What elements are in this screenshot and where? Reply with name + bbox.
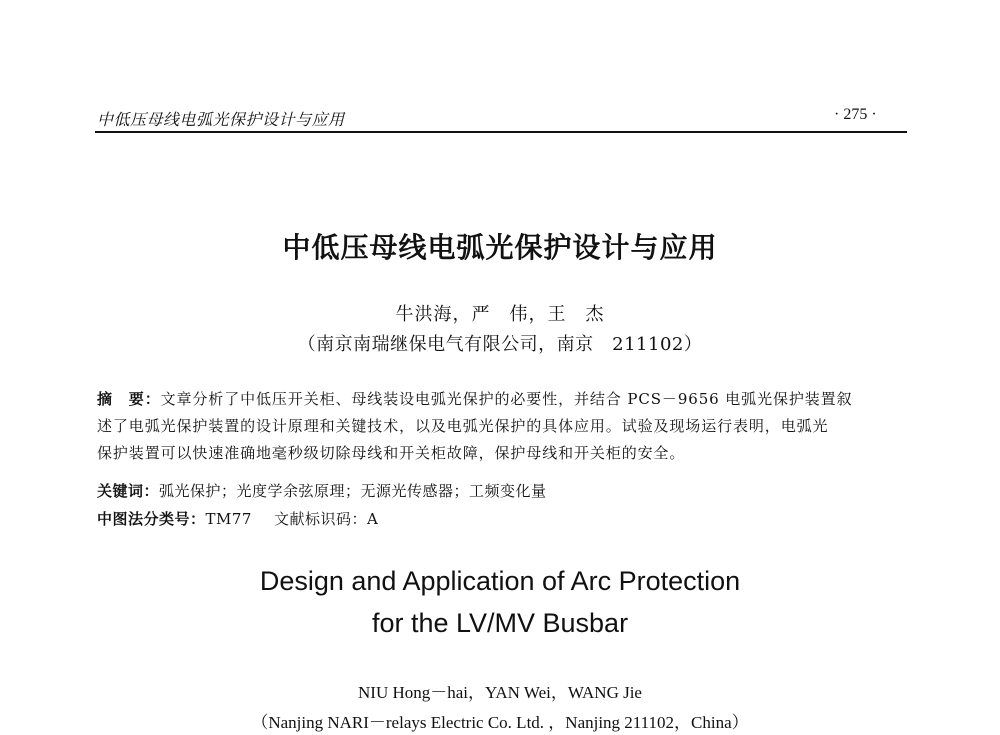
title-en-line-2: for the LV/MV Busbar xyxy=(371,608,629,638)
title-en-line-1: Design and Application of Arc Protection xyxy=(259,566,741,596)
classification-line xyxy=(97,508,378,529)
authors-chinese: 牛洪海，严 伟，王 杰 xyxy=(395,304,605,325)
paper-title-english xyxy=(0,560,1000,644)
affiliation-english: （Nanjing NARI－relays Electric Co. Ltd. ，Nanjing 211102，China） xyxy=(251,713,749,732)
abstract-line-3: 保护装置可以快速准确地毫秒级切除母线和开关柜故障，保护母线和开关柜的安全。 xyxy=(97,444,686,462)
abstract-line-1 xyxy=(97,386,912,413)
abstract-label: 摘 要： xyxy=(97,390,161,408)
paper-title-chinese: 中低压母线电弧光保护设计与应用 xyxy=(282,231,718,264)
page-number: · 275 · xyxy=(834,106,877,123)
doc-code-label: 文献标识码： xyxy=(273,510,367,528)
clc-code: TM77 xyxy=(205,510,252,528)
header-rule xyxy=(95,131,907,133)
abstract-text-1: 文章分析了中低压开关柜、母线装设电弧光保护的必要性，并结合 PCS－9656 电弧光保护装置叙 xyxy=(160,390,853,408)
authors-english: NIU Hong－hai，YAN Wei，WANG Jie xyxy=(358,683,642,702)
keywords-text: 弧光保护；光度学余弦原理；无源光传感器；工频变化量 xyxy=(159,482,547,500)
doc-code: A xyxy=(366,510,379,528)
clc-label: 中图法分类号： xyxy=(97,510,206,528)
keywords-chinese xyxy=(97,480,547,501)
running-title: 中低压母线电弧光保护设计与应用 xyxy=(97,110,345,129)
abstract-line-2: 述了电弧光保护装置的设计原理和关键技术，以及电弧光保护的具体应用。试验及现场运行表明，电弧光 xyxy=(97,417,829,435)
abstract-chinese xyxy=(97,386,912,467)
affiliation-chinese: （南京南瑞继保电气有限公司，南京 211102） xyxy=(297,334,703,355)
keywords-label: 关键词： xyxy=(97,482,160,500)
